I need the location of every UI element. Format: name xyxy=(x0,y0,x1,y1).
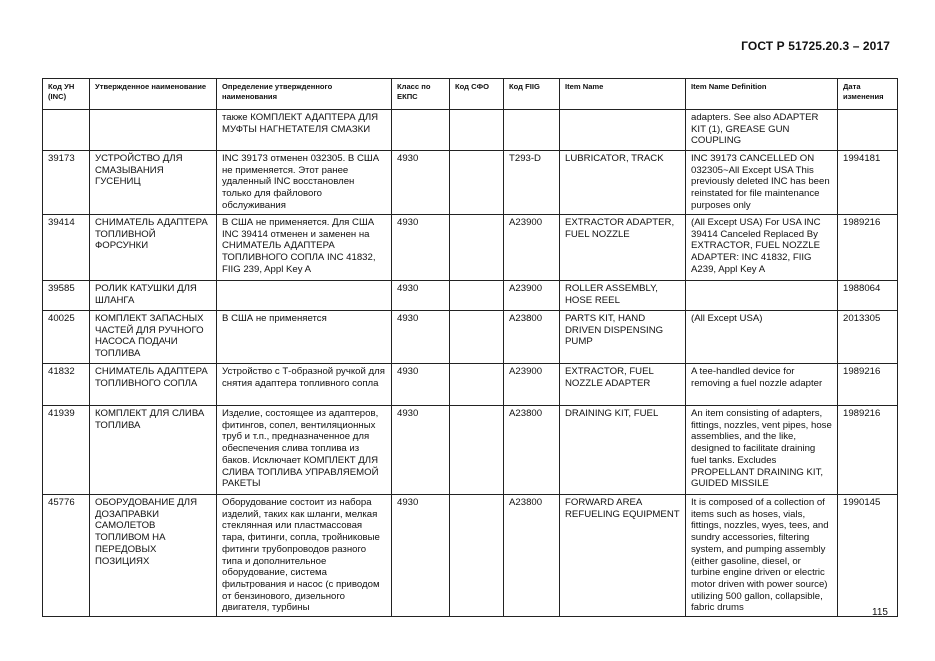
cell-item-name: FORWARD AREA REFUELING EQUIPMENT xyxy=(560,495,686,617)
cell-item-definition: It is composed of a collection of items such as hoses, vials, fittings, nozzles, wyes, tees, and sundry accessories, filtering system, and pumping assembly (either gasoline, diesel, or turbine engine driven or electric motor driven with power source) utilizing 500 gallon, collapsible, fabric drums xyxy=(686,495,838,617)
cell-class: 4930 xyxy=(392,311,450,364)
col-header-inc: Код УН (INC) xyxy=(43,79,90,110)
col-header-sfo: Код СФО xyxy=(450,79,504,110)
cell-inc: 39585 xyxy=(43,281,90,311)
cell-sfo xyxy=(450,151,504,215)
cell-date: 1994181 xyxy=(838,151,898,215)
table-row xyxy=(43,110,898,151)
col-header-item-name: Item Name xyxy=(560,79,686,110)
cell-inc: 39173 xyxy=(43,151,90,215)
col-header-class: Класс по ЕКПС xyxy=(392,79,450,110)
cell-inc xyxy=(43,110,90,151)
cell-inc: 39414 xyxy=(43,215,90,281)
cell-approved-name: КОМПЛЕКТ ЗАПАСНЫХ ЧАСТЕЙ ДЛЯ РУЧНОГО НАСОСА ПОДАЧИ ТОПЛИВА xyxy=(90,311,217,364)
table-row xyxy=(43,151,898,215)
cell-item-name: EXTRACTOR ADAPTER, FUEL NOZZLE xyxy=(560,215,686,281)
cell-fiig xyxy=(504,110,560,151)
table-row xyxy=(43,364,898,406)
page-number: 115 xyxy=(872,607,888,618)
cell-class: 4930 xyxy=(392,151,450,215)
cell-definition: также КОМПЛЕКТ АДАПТЕРА ДЛЯ МУФТЫ НАГНЕТАТЕЛЯ СМАЗКИ xyxy=(217,110,392,151)
cell-class xyxy=(392,110,450,151)
cell-item-name: PARTS KIT, HAND DRIVEN DISPENSING PUMP xyxy=(560,311,686,364)
cell-item-definition: INC 39173 CANCELLED ON 032305~All Except USA This previously deleted INC has been reinstated for file maintenance purposes only xyxy=(686,151,838,215)
cell-class: 4930 xyxy=(392,364,450,406)
cell-sfo xyxy=(450,364,504,406)
cell-date: 1989216 xyxy=(838,364,898,406)
cell-date: 2013305 xyxy=(838,311,898,364)
cell-approved-name: СНИМАТЕЛЬ АДАПТЕРА ТОПЛИВНОГО СОПЛА xyxy=(90,364,217,406)
cell-class: 4930 xyxy=(392,215,450,281)
table-row xyxy=(43,406,898,495)
cell-approved-name: РОЛИК КАТУШКИ ДЛЯ ШЛАНГА xyxy=(90,281,217,311)
cell-sfo xyxy=(450,281,504,311)
cell-item-name: DRAINING KIT, FUEL xyxy=(560,406,686,495)
cell-item-name: EXTRACTOR, FUEL NOZZLE ADAPTER xyxy=(560,364,686,406)
document-title: ГОСТ Р 51725.20.3 – 2017 xyxy=(741,39,890,53)
col-header-date: Дата изменения xyxy=(838,79,898,110)
cell-definition: В США не применяется. Для США INC 39414 отменен и заменен на СНИМАТЕЛЬ АДАПТЕРА ТОПЛИВНОГО СОПЛА INC 41832, FIIG 239, Appl Key A xyxy=(217,215,392,281)
cell-item-definition: (All Except USA) xyxy=(686,311,838,364)
cell-item-definition: An item consisting of adapters, fittings, nozzles, vent pipes, hose assemblies, and the like, designed to facilitate draining fuel tanks. Excludes PROPELLANT DRAINING KIT, GUIDED MISSILE xyxy=(686,406,838,495)
cell-item-definition xyxy=(686,281,838,311)
table-row xyxy=(43,281,898,311)
cell-date: 1989216 xyxy=(838,406,898,495)
cell-inc: 41939 xyxy=(43,406,90,495)
cell-sfo xyxy=(450,406,504,495)
table-row xyxy=(43,311,898,364)
cell-date: 1990145 xyxy=(838,495,898,617)
table-header-row xyxy=(43,79,898,110)
cell-definition: Оборудование состоит из набора изделий, таких как шланги, мелкая стеклянная или пластмассовая тара, фитинги, сопла, тройниковые фитинги трубопроводов разного типа и дополнительное оборудование, система фильтрования и насос (с приводом от бензинового, дизельного двигателя, турбины xyxy=(217,495,392,617)
cell-definition: INC 39173 отменен 032305. В США не применяется. Этот ранее удаленный INC восстановлен только для файлового обслуживания xyxy=(217,151,392,215)
cell-class: 4930 xyxy=(392,406,450,495)
cell-definition: Устройство с Т-образной ручкой для снятия адаптера топливного сопла xyxy=(217,364,392,406)
cell-class: 4930 xyxy=(392,495,450,617)
cell-sfo xyxy=(450,215,504,281)
cell-definition xyxy=(217,281,392,311)
cell-fiig: A23900 xyxy=(504,364,560,406)
cell-fiig: A23800 xyxy=(504,406,560,495)
cell-fiig: A23900 xyxy=(504,215,560,281)
cell-date: 1988064 xyxy=(838,281,898,311)
cell-approved-name: УСТРОЙСТВО ДЛЯ СМАЗЫВАНИЯ ГУСЕНИЦ xyxy=(90,151,217,215)
cell-class: 4930 xyxy=(392,281,450,311)
cell-definition: В США не применяется xyxy=(217,311,392,364)
cell-approved-name: ОБОРУДОВАНИЕ ДЛЯ ДОЗАПРАВКИ САМОЛЕТОВ ТОПЛИВОМ НА ПЕРЕДОВЫХ ПОЗИЦИЯХ xyxy=(90,495,217,617)
table-row xyxy=(43,215,898,281)
cell-sfo xyxy=(450,110,504,151)
cell-item-definition: A tee-handled device for removing a fuel nozzle adapter xyxy=(686,364,838,406)
catalog-table xyxy=(42,78,898,617)
cell-sfo xyxy=(450,495,504,617)
col-header-approved-name: Утвержденное наименование xyxy=(90,79,217,110)
cell-definition: Изделие, состоящее из адаптеров, фитингов, сопел, вентиляционных труб и т.п., предназначенное для обеспечения слива топлива из баков. Исключает КОМПЛЕКТ ДЛЯ СЛИВА ТОПЛИВА УПРАВЛЯЕМОЙ РАКЕТЫ xyxy=(217,406,392,495)
cell-date: 1989216 xyxy=(838,215,898,281)
cell-fiig: A23800 xyxy=(504,495,560,617)
cell-item-name: LUBRICATOR, TRACK xyxy=(560,151,686,215)
cell-fiig: A23800 xyxy=(504,311,560,364)
cell-date xyxy=(838,110,898,151)
cell-sfo xyxy=(450,311,504,364)
cell-item-name xyxy=(560,110,686,151)
cell-item-definition: adapters. See also ADAPTER KIT (1), GREASE GUN COUPLING xyxy=(686,110,838,151)
cell-item-name: ROLLER ASSEMBLY, HOSE REEL xyxy=(560,281,686,311)
table-row xyxy=(43,495,898,617)
cell-approved-name: КОМПЛЕКТ ДЛЯ СЛИВА ТОПЛИВА xyxy=(90,406,217,495)
cell-fiig: T293-D xyxy=(504,151,560,215)
cell-approved-name xyxy=(90,110,217,151)
cell-item-definition: (All Except USA) For USA INC 39414 Canceled Replaced By EXTRACTOR, FUEL NOZZLE ADAPTER: INC 41832, FIIG A239, Appl Key A xyxy=(686,215,838,281)
cell-inc: 41832 xyxy=(43,364,90,406)
cell-approved-name: СНИМАТЕЛЬ АДАПТЕРА ТОПЛИВНОЙ ФОРСУНКИ xyxy=(90,215,217,281)
cell-inc: 40025 xyxy=(43,311,90,364)
cell-inc: 45776 xyxy=(43,495,90,617)
col-header-fiig: Код FIIG xyxy=(504,79,560,110)
col-header-item-definition: Item Name Definition xyxy=(686,79,838,110)
col-header-definition: Определение утвержденного наименования xyxy=(217,79,392,110)
cell-fiig: A23900 xyxy=(504,281,560,311)
